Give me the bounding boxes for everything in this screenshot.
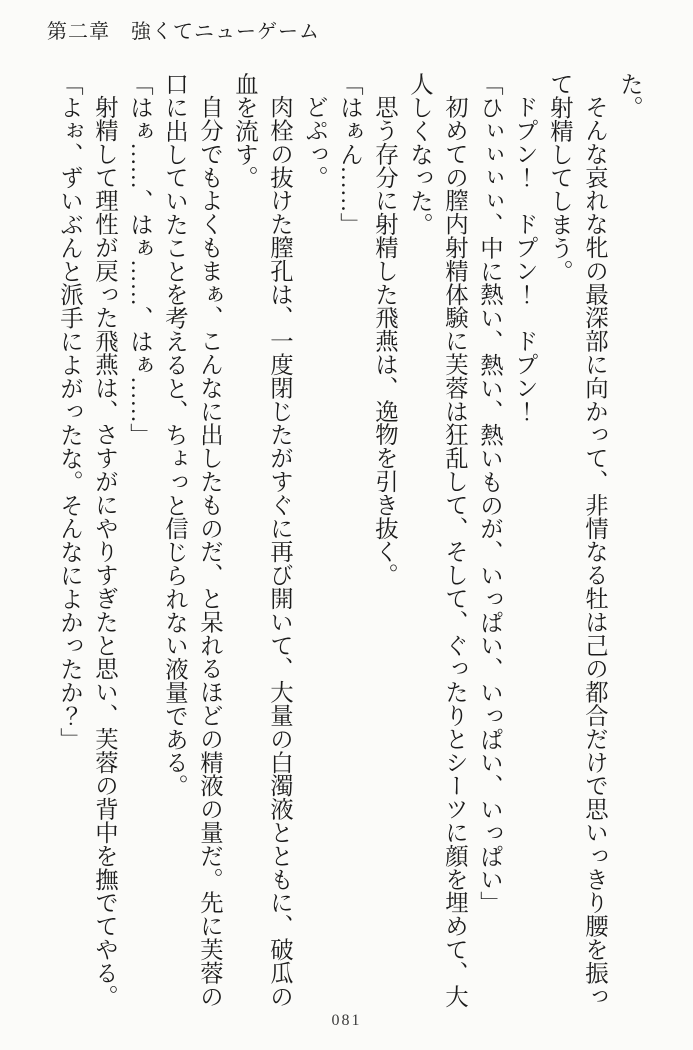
paragraph: た。 (616, 72, 642, 119)
chapter-header: 第二章 強くてニューゲーム (47, 21, 320, 43)
paragraph: 射精して理性が戻った飛燕は、さすがにやりすぎたと思い、芙蓉の背中を撫でてやる。 (91, 95, 117, 1008)
paragraph: そんな哀れな牝の最深部に向かって、非情なる牡は己の都合だけで思いっきり腰を振って射精してしまう。 (546, 72, 607, 1008)
page-number: 081 (331, 1012, 362, 1029)
paragraph-dialogue: 「はぁ……、はぁ……、はぁ……」 (126, 72, 152, 447)
page-body-text (51, 72, 646, 1013)
paragraph-dialogue: 「よぉ、ずいぶんと派手によがったな。そんなによかったか？」 (56, 72, 82, 751)
paragraph-dialogue: 「ひぃぃぃぃ、中に熱い、熱い、熱いものが、いっぱい、いっぱい、いっぱい」 (476, 72, 502, 915)
paragraph-dialogue: 「はぁん……」 (336, 72, 362, 236)
paragraph: 自分でもよくもまぁ、こんなに出したものだ、と呆れるほどの精液の量だ。先に芙蓉の口に出していたことを考えると、ちょっと信じられない液量である。 (161, 72, 222, 1008)
paragraph: 初めての膣内射精体験に芙蓉は狂乱して、そして、ぐったりとシーツに顔を埋めて、大人しくなった。 (406, 72, 467, 1008)
paragraph: 思う存分に射精した飛燕は、逸物を引き抜く。 (371, 95, 397, 587)
paragraph-sfx: ドプン！ ドプン！ ドプン！ (511, 95, 537, 423)
paragraph: 肉栓の抜けた膣孔は、一度閉じたがすぐに再び開いて、大量の白濁液とともに、破瓜の血を流す。 (231, 72, 292, 1008)
paragraph-sfx: どぷっ。 (301, 95, 327, 189)
